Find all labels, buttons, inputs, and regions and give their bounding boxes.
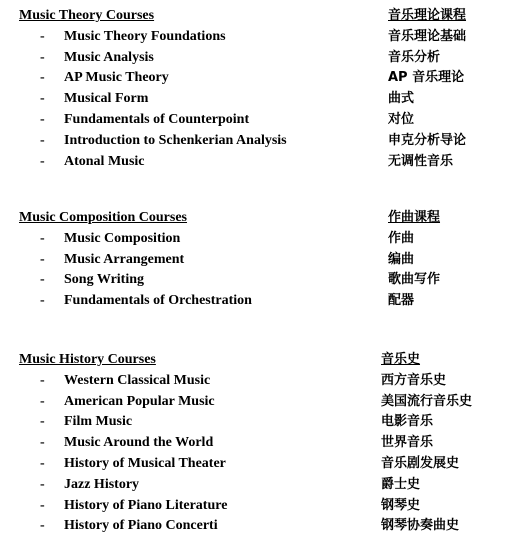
bullet-dash: - (40, 393, 45, 409)
section-title-zh: 音乐理论课程 (388, 8, 467, 23)
course-name-zh: 曲式 (388, 91, 415, 107)
section-header (0, 6, 522, 27)
course-name-zh: AP 音乐理论 (388, 70, 465, 86)
list-item (0, 131, 522, 152)
section-title: Music Composition Courses (19, 210, 188, 225)
section-header (0, 350, 522, 371)
bullet-dash: - (40, 414, 45, 430)
list-item (0, 48, 522, 69)
list-item (0, 412, 522, 433)
bullet-dash: - (40, 293, 45, 309)
bullet-dash: - (40, 91, 45, 107)
course-name-zh: 西方音乐史 (381, 372, 447, 388)
course-name-zh: 编曲 (388, 251, 415, 267)
list-item (0, 89, 522, 110)
list-item (0, 454, 522, 475)
bullet-dash: - (40, 230, 45, 246)
section-music-composition (0, 208, 522, 312)
section-music-theory (0, 6, 522, 172)
list-item (0, 433, 522, 454)
bullet-dash: - (40, 476, 45, 492)
section-title: Music History Courses (19, 352, 156, 367)
section-title-zh: 作曲课程 (388, 210, 441, 225)
list-item (0, 371, 522, 392)
bullet-dash: - (40, 518, 45, 534)
section-music-history (0, 350, 522, 537)
list-item (0, 516, 522, 537)
list-item (0, 496, 522, 517)
bullet-dash: - (40, 70, 45, 86)
course-name-zh: 音乐理论基础 (388, 28, 467, 44)
course-name: American Popular Music (64, 393, 215, 409)
course-name: Music Analysis (64, 49, 154, 65)
bullet-dash: - (40, 435, 45, 451)
bullet-dash: - (40, 455, 45, 471)
course-name-zh: 钢琴史 (381, 497, 421, 513)
course-name-zh: 配器 (388, 293, 415, 309)
course-name-zh: 音乐剧发展史 (381, 455, 460, 471)
course-name-zh: 歌曲写作 (388, 272, 441, 288)
section-title: Music Theory Courses (19, 8, 155, 23)
bullet-dash: - (40, 111, 45, 127)
course-name: Music Theory Foundations (64, 28, 226, 44)
course-name-zh: 作曲 (388, 230, 415, 246)
course-name: History of Musical Theater (64, 455, 226, 471)
course-name: History of Piano Concerti (64, 518, 218, 534)
list-item (0, 152, 522, 173)
course-name: Film Music (64, 414, 133, 430)
course-name-zh: 电影音乐 (381, 414, 434, 430)
bullet-dash: - (40, 28, 45, 44)
course-name: Western Classical Music (64, 372, 211, 388)
list-item (0, 270, 522, 291)
bullet-dash: - (40, 372, 45, 388)
bullet-dash: - (40, 497, 45, 513)
bullet-dash: - (40, 153, 45, 169)
course-name: Music Composition (64, 230, 181, 246)
course-name: History of Piano Literature (64, 497, 228, 513)
section-header (0, 208, 522, 229)
course-name-zh: 无调性音乐 (388, 153, 454, 169)
list-item (0, 291, 522, 312)
course-name-zh: 钢琴协奏曲史 (381, 518, 460, 534)
list-item (0, 110, 522, 131)
bullet-dash: - (40, 272, 45, 288)
list-item (0, 392, 522, 413)
course-name-zh: 世界音乐 (381, 435, 434, 451)
course-name: Introduction to Schenkerian Analysis (64, 132, 287, 148)
list-item (0, 27, 522, 48)
course-name: Music Arrangement (64, 251, 185, 267)
course-name-zh: 音乐分析 (388, 49, 441, 65)
course-name: AP Music Theory (64, 70, 169, 86)
list-item (0, 250, 522, 271)
course-name: Fundamentals of Orchestration (64, 293, 252, 309)
bullet-dash: - (40, 49, 45, 65)
course-name: Fundamentals of Counterpoint (64, 111, 250, 127)
bullet-dash: - (40, 132, 45, 148)
bullet-dash: - (40, 251, 45, 267)
course-name-zh: 爵士史 (381, 476, 421, 492)
course-name: Jazz History (64, 476, 140, 492)
course-name: Atonal Music (64, 153, 145, 169)
course-name: Music Around the World (64, 435, 214, 451)
course-name-zh: 对位 (388, 111, 415, 127)
course-name: Song Writing (64, 272, 145, 288)
list-item (0, 68, 522, 89)
list-item (0, 229, 522, 250)
list-item (0, 475, 522, 496)
section-title-zh: 音乐史 (381, 352, 421, 367)
course-name-zh: 申克分析导论 (388, 132, 467, 148)
course-name-zh: 美国流行音乐史 (381, 393, 473, 409)
course-name: Musical Form (64, 91, 149, 107)
